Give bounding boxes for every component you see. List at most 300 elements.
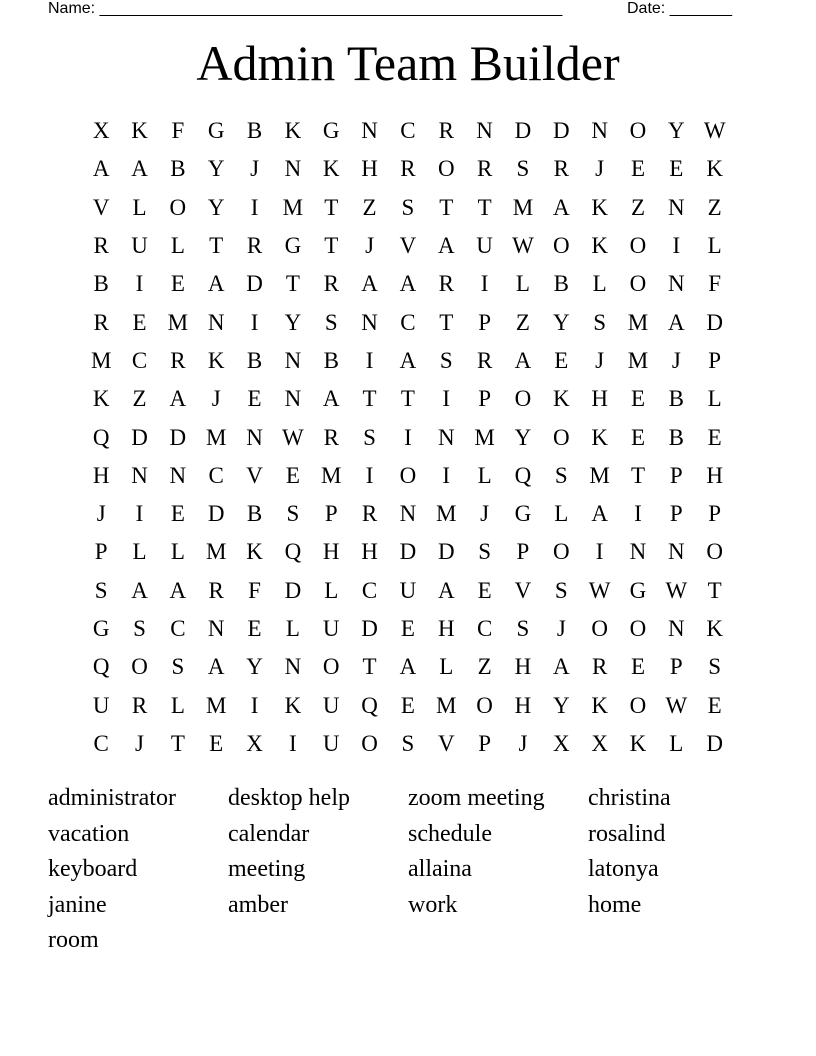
grid-letter: E (630, 386, 646, 412)
grid-letter: H (437, 616, 455, 641)
grid-letter: B (246, 347, 263, 373)
grid-letter: O (629, 692, 647, 718)
grid-letter: L (170, 692, 185, 718)
grid-letter: T (362, 654, 377, 680)
grid-letter: G (514, 501, 532, 527)
grid-letter: I (365, 462, 374, 488)
grid-letter: N (476, 118, 493, 144)
grid-letter: W (665, 577, 688, 603)
grid-letter: M (321, 462, 342, 488)
grid-letter: Q (514, 462, 532, 488)
grid-letter: R (438, 271, 454, 297)
grid-letter: B (553, 271, 569, 297)
grid-letter: D (399, 539, 417, 565)
grid-letter: D (284, 577, 302, 603)
grid-letter: N (284, 386, 302, 412)
grid-letter: E (707, 692, 722, 718)
grid-letter: R (323, 271, 339, 297)
grid-letter: A (322, 386, 340, 412)
grid-letter: S (133, 616, 146, 641)
grid-letter: L (477, 462, 492, 488)
grid-letter: J (365, 233, 375, 259)
grid-letter: Y (552, 309, 570, 335)
grid-letter: I (480, 271, 489, 297)
grid-letter: R (553, 156, 569, 182)
grid-letter: L (439, 654, 454, 680)
grid-letter: J (518, 730, 528, 756)
page-title: Admin Team Builder (196, 35, 620, 91)
grid-letter: E (170, 271, 185, 297)
grid-letter: K (131, 118, 148, 144)
grid-row (82, 725, 734, 763)
grid-letter: S (286, 501, 300, 527)
grid-letter: H (514, 654, 532, 680)
grid-letter: R (208, 577, 224, 603)
grid-letter: E (247, 616, 262, 641)
grid-letter: K (246, 539, 263, 565)
word-list-item: rosalind (588, 820, 666, 847)
grid-letter: J (250, 156, 260, 182)
grid-letter: M (205, 692, 227, 718)
grid-letter: T (477, 194, 492, 220)
grid-letter: L (515, 271, 530, 297)
grid-letter: H (92, 462, 110, 488)
grid-letter: N (284, 347, 302, 373)
word-list-item: work (408, 891, 458, 918)
grid-letter: O (629, 233, 647, 259)
grid-letter: O (361, 730, 378, 756)
grid-letter: R (93, 233, 109, 259)
grid-letter: L (707, 233, 722, 259)
grid-letter: D (207, 501, 225, 527)
grid-letter: J (211, 386, 221, 412)
grid-letter: I (135, 271, 144, 297)
grid-letter: T (170, 730, 185, 756)
letter-grid (82, 112, 734, 763)
grid-row (82, 686, 734, 724)
grid-letter: I (634, 501, 642, 527)
grid-letter: U (92, 692, 110, 718)
grid-letter: A (399, 347, 417, 373)
grid-letter: L (285, 616, 300, 641)
grid-letter: P (94, 539, 108, 565)
grid-letter: S (439, 347, 453, 373)
grid-letter: A (361, 271, 378, 297)
grid-row (82, 380, 734, 418)
word-list-item: keyboard (48, 856, 138, 882)
grid-letter: M (627, 347, 649, 373)
grid-letter: A (169, 386, 187, 412)
grid-letter: N (668, 616, 685, 641)
grid-letter: T (285, 271, 300, 297)
grid-row (82, 648, 734, 686)
grid-letter: M (205, 424, 227, 450)
grid-letter: S (516, 156, 530, 182)
grid-letter: O (629, 271, 647, 297)
grid-letter: U (131, 233, 148, 259)
grid-letter: J (671, 347, 681, 373)
grid-letter: E (630, 654, 646, 680)
grid-letter: D (437, 539, 455, 565)
grid-letter: H (361, 539, 378, 565)
grid-letter: N (131, 462, 148, 488)
grid-letter: C (131, 347, 148, 373)
grid-letter: K (706, 616, 723, 641)
grid-row (82, 533, 734, 571)
grid-letter: L (669, 730, 684, 756)
grid-letter: S (401, 730, 415, 756)
grid-letter: N (284, 156, 302, 182)
grid-letter: P (669, 462, 683, 488)
grid-row (82, 150, 734, 188)
grid-letter: U (322, 692, 340, 718)
grid-letter: P (478, 309, 491, 335)
grid-letter: T (209, 233, 224, 259)
grid-letter: S (363, 424, 376, 450)
grid-letter: A (437, 577, 455, 603)
grid-letter: K (591, 233, 608, 259)
grid-letter: B (170, 156, 186, 182)
grid-letter: T (439, 194, 454, 220)
grid-letter: M (167, 309, 189, 335)
grid-letter: A (207, 271, 225, 297)
grid-letter: A (437, 233, 455, 259)
grid-letter: B (93, 271, 109, 297)
grid-row (82, 265, 734, 303)
grid-letter: O (169, 194, 187, 220)
grid-letter: R (438, 118, 454, 144)
grid-letter: E (285, 462, 300, 488)
grid-letter: M (627, 309, 649, 335)
grid-letter: A (399, 654, 417, 680)
grid-letter: L (170, 233, 185, 259)
grid-letter: E (132, 309, 147, 335)
grid-letter: L (132, 194, 147, 220)
word-list-item: room (48, 927, 99, 953)
grid-letter: K (284, 692, 302, 718)
grid-row (82, 227, 734, 265)
grid-letter: E (477, 577, 492, 603)
word-list-item: latonya (588, 856, 659, 882)
grid-letter: H (591, 386, 608, 412)
grid-letter: E (170, 501, 185, 527)
grid-letter: L (592, 271, 607, 297)
word-list-item: janine (48, 891, 107, 918)
grid-letter: K (284, 118, 302, 144)
grid-letter: A (399, 271, 417, 297)
grid-letter: Q (284, 539, 302, 565)
word-list-item: amber (228, 891, 288, 918)
grid-letter: Z (515, 309, 530, 335)
grid-letter: C (93, 730, 109, 756)
grid-letter: A (514, 347, 532, 373)
grid-letter: R (476, 156, 493, 182)
grid-letter: Y (668, 118, 685, 144)
grid-letter: W (665, 692, 688, 718)
grid-letter: U (476, 233, 493, 259)
grid-letter: G (207, 118, 225, 144)
grid-letter: L (324, 577, 339, 603)
grid-letter: E (554, 347, 569, 373)
grid-letter: B (668, 386, 684, 412)
grid-letter: A (552, 194, 570, 220)
word-list-item: zoom meeting (408, 785, 545, 811)
grid-letter: X (246, 730, 263, 756)
grid-letter: A (169, 577, 187, 603)
grid-letter: B (246, 118, 263, 144)
grid-letter: T (630, 462, 646, 488)
grid-letter: Z (132, 386, 147, 412)
grid-letter: O (629, 118, 647, 144)
grid-letter: Q (361, 692, 378, 718)
grid-letter: K (207, 347, 225, 373)
grid-letter: A (92, 156, 110, 182)
grid-letter: L (170, 539, 185, 565)
grid-letter: S (324, 309, 338, 335)
grid-letter: P (708, 347, 722, 373)
grid-letter: M (512, 194, 534, 220)
header-line (48, 0, 748, 20)
grid-letter: T (707, 577, 722, 603)
grid-letter: O (399, 462, 417, 488)
grid-letter: M (436, 501, 457, 527)
grid-letter: I (442, 462, 451, 488)
grid-letter: L (132, 539, 147, 565)
grid-letter: D (361, 616, 378, 641)
grid-letter: A (207, 654, 225, 680)
grid-letter: T (400, 386, 415, 412)
grid-letter: X (92, 118, 110, 144)
grid-letter: N (361, 118, 378, 144)
grid-letter: P (324, 501, 338, 527)
grid-letter: N (668, 194, 685, 220)
grid-letter: M (589, 462, 610, 488)
grid-letter: R (323, 424, 339, 450)
grid-letter: S (708, 654, 722, 680)
grid-letter: N (399, 501, 417, 527)
grid-letter: K (706, 156, 723, 182)
grid-letter: E (209, 730, 224, 756)
grid-letter: V (92, 194, 110, 220)
grid-letter: I (289, 730, 297, 756)
grid-letter: Z (707, 194, 722, 220)
grid-letter: S (171, 654, 185, 680)
word-list-item: vacation (48, 820, 130, 847)
grid-letter: L (554, 501, 569, 527)
grid-letter: N (246, 424, 263, 450)
grid-letter: L (707, 386, 722, 412)
grid-letter: K (591, 194, 608, 220)
grid-letter: D (552, 118, 570, 144)
grid-letter: R (170, 347, 186, 373)
grid-letter: O (629, 616, 647, 641)
grid-row (82, 189, 734, 227)
grid-row (82, 418, 734, 456)
grid-letter: Q (92, 654, 110, 680)
grid-letter: E (247, 386, 262, 412)
grid-letter: C (476, 616, 493, 641)
grid-letter: P (708, 501, 722, 527)
grid-letter: I (250, 309, 259, 335)
grid-letter: V (514, 577, 532, 603)
word-list (48, 781, 768, 959)
grid-letter: S (593, 309, 607, 335)
word-list-item: desktop help (228, 785, 350, 811)
word-list-item: allaina (408, 856, 472, 882)
grid-letter: P (669, 501, 683, 527)
grid-letter: R (93, 309, 109, 335)
grid-letter: A (131, 156, 148, 182)
grid-letter: D (706, 730, 723, 756)
grid-letter: O (322, 654, 340, 680)
grid-letter: A (668, 309, 685, 335)
grid-letter: V (399, 233, 417, 259)
grid-letter: W (282, 424, 304, 450)
grid-letter: K (591, 424, 608, 450)
grid-letter: D (169, 424, 187, 450)
grid-row (82, 572, 734, 610)
grid-letter: K (552, 386, 570, 412)
grid-letter: K (92, 386, 110, 412)
grid-letter: U (322, 616, 340, 641)
grid-letter: J (556, 616, 566, 641)
grid-letter: J (595, 156, 605, 182)
grid-letter: M (474, 424, 495, 450)
grid-letter: C (361, 577, 378, 603)
grid-letter: W (588, 577, 611, 603)
grid-letter: C (170, 616, 186, 641)
word-list-item: home (588, 891, 642, 918)
grid-letter: N (629, 539, 647, 565)
grid-letter: Y (207, 156, 225, 182)
grid-letter: I (365, 347, 374, 373)
grid-letter: S (401, 194, 415, 220)
grid-row (82, 495, 734, 533)
grid-letter: N (361, 309, 378, 335)
grid-letter: H (706, 462, 723, 488)
grid-letter: Z (477, 654, 492, 680)
grid-letter: U (399, 577, 417, 603)
grid-letter: A (552, 654, 570, 680)
grid-letter: X (591, 730, 608, 756)
grid-letter: C (400, 309, 416, 335)
grid-letter: P (669, 654, 683, 680)
grid-letter: F (708, 271, 722, 297)
grid-letter: O (591, 616, 608, 641)
grid-letter: N (207, 309, 225, 335)
grid-letter: T (324, 233, 339, 259)
grid-letter: P (478, 386, 491, 412)
grid-row (82, 342, 734, 380)
grid-letter: V (246, 462, 263, 488)
grid-letter: I (595, 539, 604, 565)
grid-letter: Y (246, 654, 263, 680)
grid-letter: N (207, 616, 225, 641)
grid-letter: Z (630, 194, 646, 220)
grid-letter: E (669, 156, 684, 182)
grid-letter: J (480, 501, 490, 527)
grid-letter: G (322, 118, 340, 144)
grid-letter: J (96, 501, 106, 527)
grid-letter: N (591, 118, 608, 144)
grid-letter: E (400, 616, 415, 641)
grid-letter: O (131, 654, 148, 680)
grid-letter: E (630, 156, 646, 182)
grid-letter: R (476, 347, 493, 373)
grid-letter: E (400, 692, 415, 718)
grid-letter: R (591, 654, 608, 680)
grid-row (82, 112, 734, 150)
grid-letter: A (591, 501, 608, 527)
grid-letter: P (478, 730, 491, 756)
grid-row (82, 303, 734, 341)
grid-letter: D (514, 118, 532, 144)
grid-letter: O (552, 233, 570, 259)
grid-row (82, 457, 734, 495)
grid-letter: S (554, 462, 568, 488)
grid-letter: R (246, 233, 263, 259)
grid-letter: I (250, 194, 259, 220)
grid-letter: N (284, 654, 302, 680)
grid-letter: D (131, 424, 148, 450)
grid-letter: M (90, 347, 112, 373)
grid-letter: S (94, 577, 108, 603)
grid-letter: B (246, 501, 263, 527)
grid-letter: B (323, 347, 339, 373)
grid-letter: U (322, 730, 340, 756)
grid-letter: A (131, 577, 148, 603)
grid-letter: Y (514, 424, 532, 450)
grid-letter: N (668, 539, 685, 565)
grid-letter: S (516, 616, 530, 641)
grid-letter: N (668, 271, 685, 297)
grid-letter: D (706, 309, 723, 335)
grid-letter: Y (207, 194, 225, 220)
grid-letter: H (514, 692, 532, 718)
grid-letter: S (478, 539, 491, 565)
grid-letter: G (284, 233, 302, 259)
grid-letter: O (514, 386, 532, 412)
grid-letter: K (629, 730, 647, 756)
grid-letter: T (324, 194, 339, 220)
grid-letter: C (208, 462, 224, 488)
grid-letter: R (400, 156, 416, 182)
grid-letter: J (135, 730, 144, 756)
grid-letter: K (322, 156, 340, 182)
grid-letter: G (92, 616, 110, 641)
grid-letter: T (362, 386, 377, 412)
grid-letter: W (703, 118, 726, 144)
grid-letter: O (552, 424, 570, 450)
grid-letter: I (442, 386, 451, 412)
grid-letter: Q (92, 424, 110, 450)
grid-row (82, 610, 734, 648)
grid-letter: Y (284, 309, 302, 335)
grid-letter: E (630, 424, 646, 450)
grid-letter: D (246, 271, 263, 297)
grid-letter: E (707, 424, 722, 450)
grid-letter: O (552, 539, 570, 565)
grid-letter: K (591, 692, 608, 718)
grid-letter: R (131, 692, 148, 718)
grid-letter: M (205, 539, 227, 565)
grid-letter: O (476, 692, 493, 718)
grid-letter: J (595, 347, 605, 373)
grid-letter: I (250, 692, 259, 718)
word-list-item: administrator (48, 785, 176, 811)
grid-letter: Y (552, 692, 570, 718)
grid-letter: P (516, 539, 530, 565)
